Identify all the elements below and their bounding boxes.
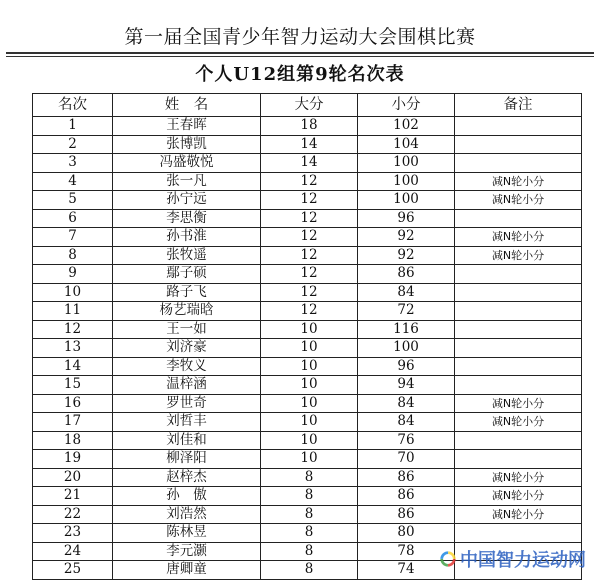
note-cell bbox=[455, 117, 582, 136]
big-score-cell: 14 bbox=[261, 154, 358, 173]
table-row bbox=[33, 228, 582, 247]
rank-cell: 16 bbox=[33, 394, 113, 413]
big-score-cell: 8 bbox=[261, 561, 358, 580]
small-score-cell: 84 bbox=[358, 283, 455, 302]
rank-cell: 15 bbox=[33, 376, 113, 395]
name-cell: 路子飞 bbox=[113, 283, 261, 302]
rank-cell: 11 bbox=[33, 302, 113, 321]
rank-cell: 7 bbox=[33, 228, 113, 247]
small-score-cell: 92 bbox=[358, 228, 455, 247]
page-title: 第一届全国青少年智力运动大会围棋比赛 bbox=[124, 26, 476, 48]
name-cell: 张博凯 bbox=[113, 135, 261, 154]
name-cell: 孙书淮 bbox=[113, 228, 261, 247]
table-row bbox=[33, 265, 582, 284]
big-score-cell: 8 bbox=[261, 487, 358, 506]
table-row bbox=[33, 357, 582, 376]
name-cell: 刘佳和 bbox=[113, 431, 261, 450]
rank-cell: 24 bbox=[33, 542, 113, 561]
table-row bbox=[33, 394, 582, 413]
small-score-cell: 100 bbox=[358, 154, 455, 173]
rank-cell: 9 bbox=[33, 265, 113, 284]
small-score-cell: 100 bbox=[358, 191, 455, 210]
small-score-cell: 86 bbox=[358, 265, 455, 284]
name-cell: 赵梓杰 bbox=[113, 468, 261, 487]
name-cell: 孙宁远 bbox=[113, 191, 261, 210]
note-cell bbox=[455, 524, 582, 543]
note-cell bbox=[455, 209, 582, 228]
rank-cell: 5 bbox=[33, 191, 113, 210]
note-cell: 减N轮小分 bbox=[455, 246, 582, 265]
header-note: 备注 bbox=[455, 94, 582, 117]
small-score-cell: 80 bbox=[358, 524, 455, 543]
rank-cell: 21 bbox=[33, 487, 113, 506]
colorful-ring-logo-icon bbox=[439, 550, 457, 568]
name-cell: 李元灏 bbox=[113, 542, 261, 561]
rank-cell: 22 bbox=[33, 505, 113, 524]
name-cell: 杨艺瑞晗 bbox=[113, 302, 261, 321]
table-row bbox=[33, 505, 582, 524]
big-score-cell: 10 bbox=[261, 413, 358, 432]
small-score-cell: 74 bbox=[358, 561, 455, 580]
small-score-cell: 78 bbox=[358, 542, 455, 561]
name-cell: 刘浩然 bbox=[113, 505, 261, 524]
header-rank: 名次 bbox=[33, 94, 113, 117]
table-row bbox=[33, 283, 582, 302]
table-title: 个人U12组第9轮名次表 bbox=[195, 64, 405, 85]
rank-cell: 8 bbox=[33, 246, 113, 265]
header-big-score: 大分 bbox=[261, 94, 358, 117]
table-row bbox=[33, 450, 582, 469]
rank-cell: 3 bbox=[33, 154, 113, 173]
rank-cell: 10 bbox=[33, 283, 113, 302]
table-row bbox=[33, 431, 582, 450]
table-row bbox=[33, 302, 582, 321]
big-score-cell: 12 bbox=[261, 302, 358, 321]
rank-cell: 6 bbox=[33, 209, 113, 228]
header-small-score: 小分 bbox=[358, 94, 455, 117]
name-cell: 陈林昱 bbox=[113, 524, 261, 543]
note-cell bbox=[455, 135, 582, 154]
note-cell bbox=[455, 450, 582, 469]
table-row bbox=[33, 468, 582, 487]
big-score-cell: 12 bbox=[261, 246, 358, 265]
small-score-cell: 116 bbox=[358, 320, 455, 339]
big-score-cell: 10 bbox=[261, 357, 358, 376]
table-row bbox=[33, 172, 582, 191]
big-score-cell: 12 bbox=[261, 265, 358, 284]
table-row bbox=[33, 117, 582, 136]
small-score-cell: 86 bbox=[358, 487, 455, 506]
small-score-cell: 102 bbox=[358, 117, 455, 136]
big-score-cell: 14 bbox=[261, 135, 358, 154]
note-cell: 减N轮小分 bbox=[455, 505, 582, 524]
big-score-cell: 8 bbox=[261, 542, 358, 561]
big-score-cell: 8 bbox=[261, 468, 358, 487]
small-score-cell: 86 bbox=[358, 468, 455, 487]
small-score-cell: 84 bbox=[358, 394, 455, 413]
table-row bbox=[33, 191, 582, 210]
rank-cell: 4 bbox=[33, 172, 113, 191]
note-cell: 减N轮小分 bbox=[455, 394, 582, 413]
note-cell bbox=[455, 376, 582, 395]
rank-cell: 2 bbox=[33, 135, 113, 154]
rank-cell: 23 bbox=[33, 524, 113, 543]
small-score-cell: 96 bbox=[358, 209, 455, 228]
rank-cell: 13 bbox=[33, 339, 113, 358]
name-cell: 李牧义 bbox=[113, 357, 261, 376]
note-cell bbox=[455, 265, 582, 284]
big-score-cell: 12 bbox=[261, 191, 358, 210]
note-cell bbox=[455, 302, 582, 321]
name-cell: 罗世奇 bbox=[113, 394, 261, 413]
big-score-cell: 10 bbox=[261, 394, 358, 413]
header-row bbox=[33, 94, 582, 117]
ranking-table bbox=[32, 93, 582, 580]
watermark-text: 中国智力运动网 bbox=[460, 550, 586, 571]
small-score-cell: 92 bbox=[358, 246, 455, 265]
small-score-cell: 76 bbox=[358, 431, 455, 450]
small-score-cell: 70 bbox=[358, 450, 455, 469]
big-score-cell: 12 bbox=[261, 228, 358, 247]
rank-cell: 19 bbox=[33, 450, 113, 469]
table-row bbox=[33, 246, 582, 265]
rank-cell: 17 bbox=[33, 413, 113, 432]
big-score-cell: 10 bbox=[261, 450, 358, 469]
header-name: 姓 名 bbox=[113, 94, 261, 117]
big-score-cell: 12 bbox=[261, 172, 358, 191]
watermark bbox=[439, 546, 586, 572]
small-score-cell: 86 bbox=[358, 505, 455, 524]
big-score-cell: 10 bbox=[261, 376, 358, 395]
note-cell bbox=[455, 431, 582, 450]
name-cell: 孙 傲 bbox=[113, 487, 261, 506]
note-cell bbox=[455, 357, 582, 376]
note-cell bbox=[455, 339, 582, 358]
table-row bbox=[33, 135, 582, 154]
small-score-cell: 84 bbox=[358, 413, 455, 432]
big-score-cell: 18 bbox=[261, 117, 358, 136]
name-cell: 张一凡 bbox=[113, 172, 261, 191]
table-row bbox=[33, 154, 582, 173]
name-cell: 王一如 bbox=[113, 320, 261, 339]
small-score-cell: 104 bbox=[358, 135, 455, 154]
note-cell bbox=[455, 283, 582, 302]
table-row bbox=[33, 320, 582, 339]
note-cell: 减N轮小分 bbox=[455, 468, 582, 487]
rank-cell: 25 bbox=[33, 561, 113, 580]
table-row bbox=[33, 209, 582, 228]
small-score-cell: 94 bbox=[358, 376, 455, 395]
note-cell: 减N轮小分 bbox=[455, 228, 582, 247]
big-score-cell: 10 bbox=[261, 431, 358, 450]
name-cell: 冯盛敬悦 bbox=[113, 154, 261, 173]
note-cell: 减N轮小分 bbox=[455, 191, 582, 210]
name-cell: 李思衡 bbox=[113, 209, 261, 228]
name-cell: 刘济豪 bbox=[113, 339, 261, 358]
note-cell: 减N轮小分 bbox=[455, 487, 582, 506]
note-cell: 减N轮小分 bbox=[455, 413, 582, 432]
big-score-cell: 8 bbox=[261, 524, 358, 543]
big-score-cell: 12 bbox=[261, 209, 358, 228]
name-cell: 鄢子硕 bbox=[113, 265, 261, 284]
small-score-cell: 100 bbox=[358, 172, 455, 191]
name-cell: 温梓涵 bbox=[113, 376, 261, 395]
note-cell bbox=[455, 154, 582, 173]
rank-cell: 14 bbox=[33, 357, 113, 376]
table-row bbox=[33, 413, 582, 432]
rank-cell: 12 bbox=[33, 320, 113, 339]
small-score-cell: 100 bbox=[358, 339, 455, 358]
title-divider-thin bbox=[6, 56, 594, 57]
note-cell: 减N轮小分 bbox=[455, 172, 582, 191]
rank-cell: 20 bbox=[33, 468, 113, 487]
small-score-cell: 96 bbox=[358, 357, 455, 376]
note-cell bbox=[455, 320, 582, 339]
name-cell: 刘哲丰 bbox=[113, 413, 261, 432]
big-score-cell: 10 bbox=[261, 320, 358, 339]
table-row bbox=[33, 524, 582, 543]
big-score-cell: 12 bbox=[261, 283, 358, 302]
big-score-cell: 10 bbox=[261, 339, 358, 358]
rank-cell: 1 bbox=[33, 117, 113, 136]
name-cell: 王春晖 bbox=[113, 117, 261, 136]
name-cell: 柳泽阳 bbox=[113, 450, 261, 469]
name-cell: 唐卿童 bbox=[113, 561, 261, 580]
table-row bbox=[33, 487, 582, 506]
small-score-cell: 72 bbox=[358, 302, 455, 321]
title-divider-thick bbox=[6, 52, 594, 54]
name-cell: 张牧遥 bbox=[113, 246, 261, 265]
rank-cell: 18 bbox=[33, 431, 113, 450]
table-row bbox=[33, 339, 582, 358]
table-row bbox=[33, 376, 582, 395]
big-score-cell: 8 bbox=[261, 505, 358, 524]
